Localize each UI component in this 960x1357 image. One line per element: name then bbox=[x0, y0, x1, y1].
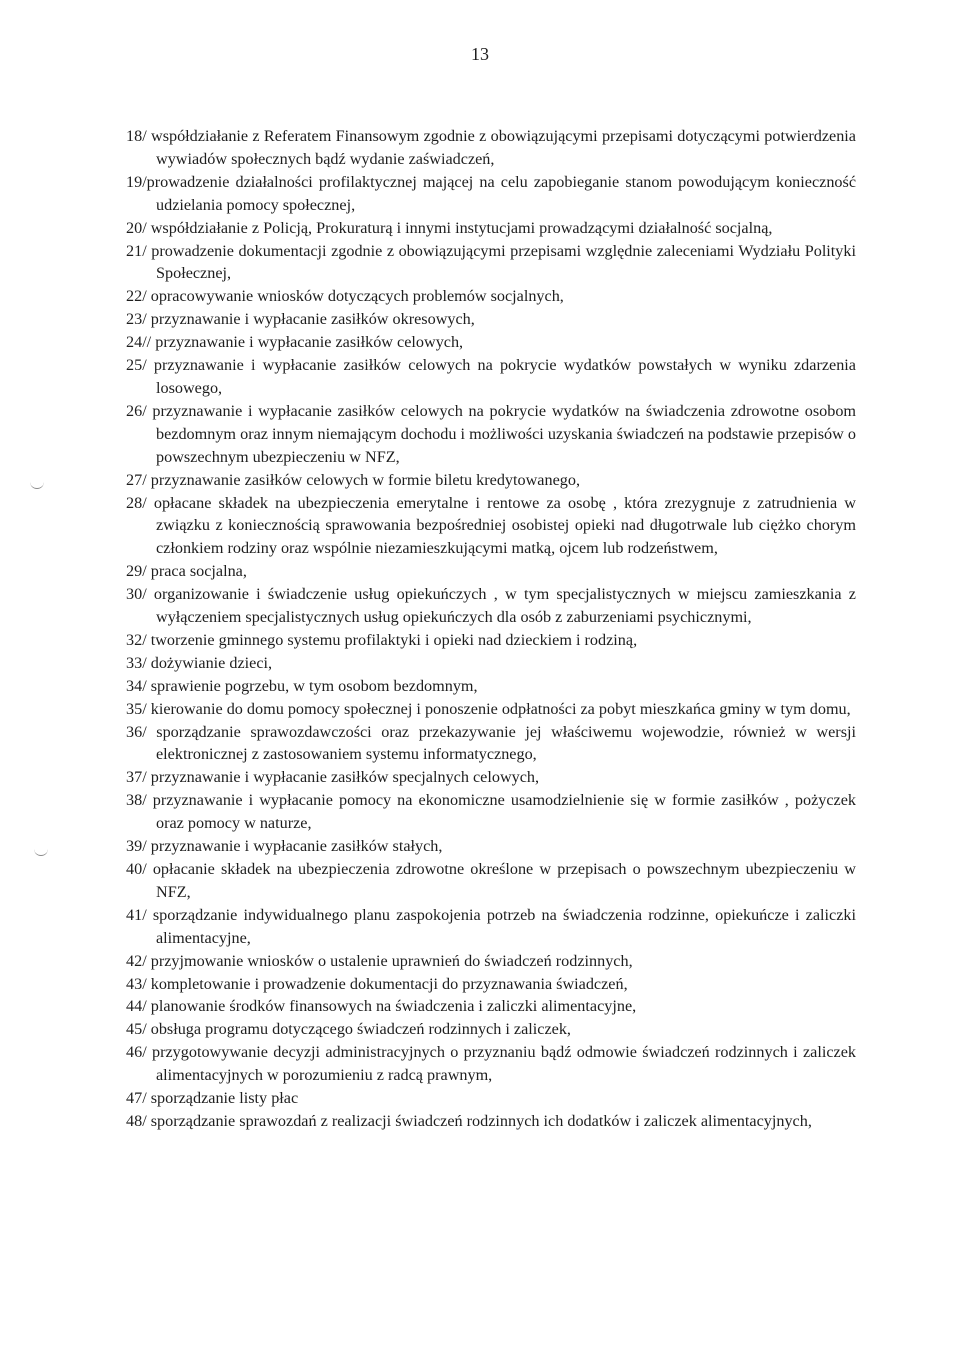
page-number: 13 bbox=[471, 44, 489, 64]
list-item: 46/ przygotowywanie decyzji administracyjnych o przyznaniu bądź odmowie świadczeń rodzinnych i zaliczek alimentacyjnych w porozumieniu z radcą prawnym, bbox=[126, 1043, 856, 1085]
list-item: 44/ planowanie środków finansowych na świadczenia i zaliczki alimentacyjne, bbox=[126, 997, 637, 1016]
list-item: 39/ przyznawanie i wypłacanie zasiłków stałych, bbox=[126, 837, 443, 856]
list-item: 23/ przyznawanie i wypłacanie zasiłków okresowych, bbox=[126, 310, 475, 329]
list-item: 43/ kompletowanie i prowadzenie dokumentacji do przyznawania świadczeń, bbox=[126, 974, 628, 993]
list-item: 47/ sporządzanie listy płac bbox=[126, 1089, 299, 1108]
list-item: 19/prowadzenie działalności profilaktycznej mającej na celu zapobieganie stanom powodującym konieczność udzielania pomocy społecznej, bbox=[126, 172, 856, 214]
list-item: 27/ przyznawanie zasiłków celowych w formie biletu kredytowanego, bbox=[126, 470, 580, 489]
list-item: 21/ prowadzenie dokumentacji zgodnie z obowiązującymi przepisami względnie zaleceniami Wydziału Polityki Społecznej, bbox=[126, 241, 856, 283]
scan-mark bbox=[30, 478, 44, 489]
list-item: 24// przyznawanie i wypłacanie zasiłków celowych, bbox=[126, 333, 464, 352]
duties-list bbox=[126, 125, 856, 1133]
list-item: 38/ przyznawanie i wypłacanie pomocy na ekonomiczne usamodzielnienie się w formie zasiłków , pożyczek oraz pomocy w naturze, bbox=[126, 791, 856, 833]
list-item: 28/ opłacane składek na ubezpieczenia emerytalne i rentowe za osobę , która zrezygnuje z zatrudnienia w związku z koniecznością sprawowania bezpośredniej osobistej opieki nad długotrwale lub ciężko chorym członkiem rodziny oraz wspólnie niezamieszkującymi matką, ojcem lub rodzeństwem, bbox=[126, 493, 856, 558]
list-item: 30/ organizowanie i świadczenie usług opiekuńczych , w tym specjalistycznych w miejscu zamieszkania z wyłączeniem specjalistycznych usług opiekuńczych dla osób z zaburzeniami psychicznymi, bbox=[126, 585, 856, 627]
list-item: 42/ przyjmowanie wniosków o ustalenie uprawnień do świadczeń rodzinnych, bbox=[126, 951, 633, 970]
list-item: 20/ współdziałanie z Policją, Prokuraturą i innymi instytucjami prowadzącymi działalność socjalną, bbox=[126, 218, 773, 237]
list-item: 22/ opracowywanie wniosków dotyczących problemów socjalnych, bbox=[126, 287, 564, 306]
list-item: 35/ kierowanie do domu pomocy społecznej i ponoszenie odpłatności za pobyt mieszkańca gminy w tym domu, bbox=[126, 699, 851, 718]
list-item: 25/ przyznawanie i wypłacanie zasiłków celowych na pokrycie wydatków powstałych w wyniku zdarzenia losowego, bbox=[126, 356, 856, 397]
list-item: 45/ obsługa programu dotyczącego świadczeń rodzinnych i zaliczek, bbox=[126, 1020, 571, 1039]
list-item: 36/ sporządzanie sprawozdawczości oraz przekazywanie jej właściwemu wojewodzie, również w wersji elektronicznej z zastosowaniem systemu informatycznego, bbox=[126, 722, 856, 764]
list-item: 48/ sporządzanie sprawozdań z realizacji świadczeń rodzinnych ich dodatków i zaliczek alimentacyjnych, bbox=[126, 1111, 812, 1130]
list-item: 37/ przyznawanie i wypłacanie zasiłków specjalnych celowych, bbox=[126, 768, 540, 787]
scan-mark bbox=[34, 845, 48, 856]
list-item: 40/ opłacanie składek na ubezpieczenia zdrowotne określone w przepisach o powszechnym ubezpieczeniu w NFZ, bbox=[126, 860, 856, 901]
list-item: 18/ współdziałanie z Referatem Finansowym zgodnie z obowiązującymi przepisami dotyczącymi potwierdzenia wywiadów społecznych bądź wydanie zaświadczeń, bbox=[126, 127, 856, 168]
list-item: 41/ sporządzanie indywidualnego planu zaspokojenia potrzeb na świadczenia rodzinne, opiekuńcze i zaliczki alimentacyjne, bbox=[126, 905, 856, 947]
list-item: 29/ praca socjalna, bbox=[126, 562, 247, 581]
list-item: 33/ dożywianie dzieci, bbox=[126, 653, 273, 672]
list-item: 26/ przyznawanie i wypłacanie zasiłków celowych na pokrycie wydatków na świadczenia zdrowotne osobom bezdomnym oraz innym niemającym dochodu i możliwości uzyskania świadczeń na podstawie przepisów o powszechnym ubezpieczeniu w NFZ, bbox=[126, 401, 856, 466]
list-item: 32/ tworzenie gminnego systemu profilaktyki i opieki nad dzieckiem i rodziną, bbox=[126, 630, 638, 649]
list-item: 34/ sprawienie pogrzebu, w tym osobom bezdomnym, bbox=[126, 676, 478, 695]
